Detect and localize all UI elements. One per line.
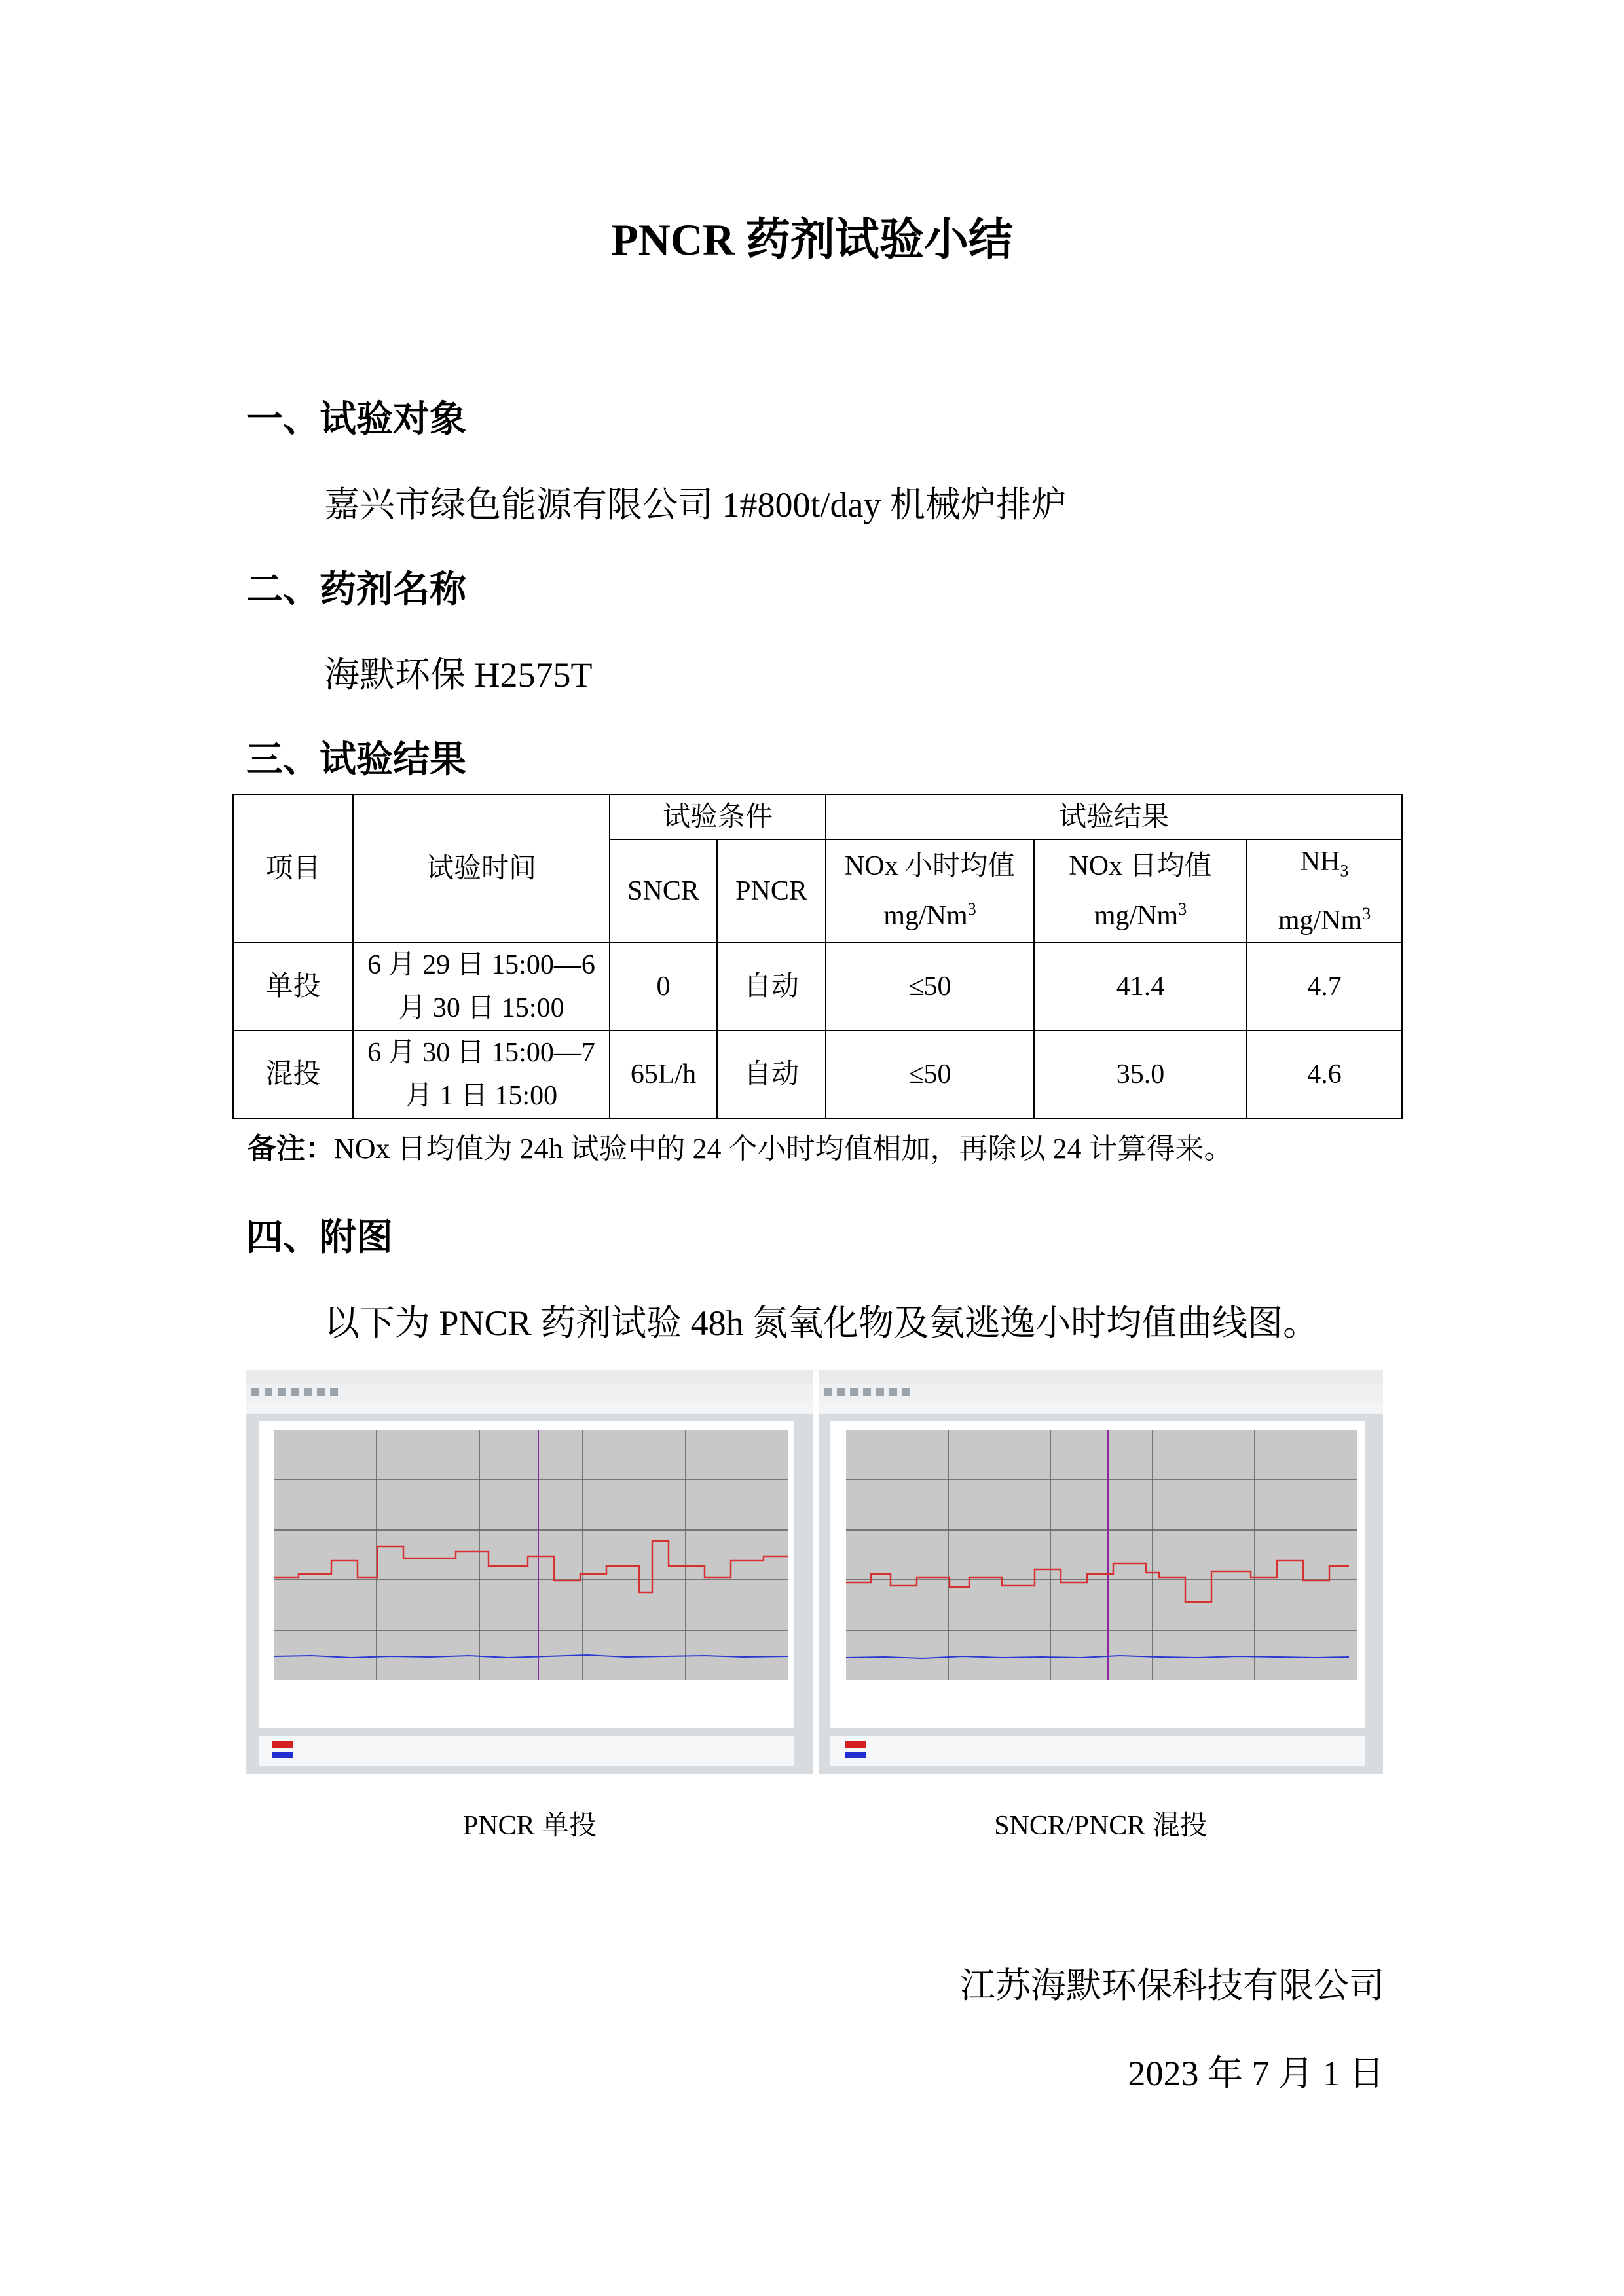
section-heading-figures: 四、附图 (246, 1218, 393, 1258)
row-nh3: 4.6 (1247, 1030, 1402, 1118)
row-sncr: 0 (610, 943, 717, 1030)
unit-sup: 3 (1178, 900, 1187, 919)
test-object-text: 嘉兴市绿色能源有限公司 1#800t/day 机械炉排炉 (324, 485, 1067, 524)
note-text: NOx 日均值为 24h 试验中的 24 个小时均值相加，再除以 24 计算得来。 (334, 1133, 1233, 1165)
header-nox-day-unit (1037, 888, 1244, 938)
unit-sup: 3 (967, 900, 976, 919)
table-note (248, 1125, 1233, 1167)
section-heading-results: 三、试验结果 (246, 740, 466, 780)
row-pncr: 自动 (717, 1030, 826, 1118)
row-nox-day: 41.4 (1034, 943, 1247, 1030)
row-time-line1: 6 月 29 日 15:00—6 (367, 950, 595, 981)
table-row (233, 1030, 1402, 1118)
figures-intro-text: 以下为 PNCR 药剂试验 48h 氮氧化物及氨逃逸小时均值曲线图。 (324, 1303, 1319, 1343)
header-sncr: SNCR (610, 839, 717, 943)
unit-text: mg/Nm (883, 901, 968, 932)
row-nh3: 4.7 (1247, 943, 1402, 1030)
header-item: 项目 (233, 795, 353, 943)
agent-name-text: 海默环保 H2575T (324, 655, 593, 695)
row-item: 混投 (233, 1030, 353, 1118)
unit-sup: 3 (1362, 904, 1371, 924)
row-pncr: 自动 (717, 943, 826, 1030)
trend-photo-single (246, 1370, 813, 1774)
results-table (232, 794, 1403, 1119)
header-nox-hour (826, 839, 1034, 943)
unit-text: mg/Nm (1278, 905, 1363, 936)
signature-date: 2023 年 7 月 1 日 (1128, 2054, 1384, 2093)
nh3-sub: 3 (1340, 861, 1349, 881)
row-item: 单投 (233, 943, 353, 1030)
header-nh3-unit (1250, 892, 1399, 942)
row-time-line2: 月 1 日 15:00 (405, 1081, 558, 1112)
header-nox-hour-label: NOx 小时均值 (844, 851, 1016, 882)
header-pncr: PNCR (717, 839, 826, 943)
unit-text: mg/Nm (1094, 901, 1179, 932)
row-nox-hour: ≤50 (826, 1030, 1034, 1118)
row-nox-day: 35.0 (1034, 1030, 1247, 1118)
page-title: PNCR 药剂试验小结 (611, 215, 1013, 264)
section-heading-agent-name: 二、药剂名称 (246, 570, 466, 610)
note-label: 备注： (248, 1133, 334, 1165)
signature-company: 江苏海默环保科技有限公司 (960, 1966, 1384, 2005)
header-nox-day (1034, 839, 1247, 943)
header-time: 试验时间 (353, 795, 610, 943)
header-conditions: 试验条件 (610, 795, 826, 839)
figure-caption-mixed: SNCR/PNCR 混投 (994, 1811, 1208, 1841)
header-nh3-label (1250, 840, 1399, 892)
header-results: 试验结果 (826, 795, 1402, 839)
header-nox-hour-unit (829, 888, 1031, 938)
nh3-text: NH (1300, 847, 1340, 877)
row-time (353, 1030, 610, 1118)
row-sncr: 65L/h (610, 1030, 717, 1118)
section-heading-test-object: 一、试验对象 (246, 399, 466, 440)
row-nox-hour: ≤50 (826, 943, 1034, 1030)
table-row (233, 943, 1402, 1030)
row-time-line1: 6 月 30 日 15:00—7 (367, 1038, 595, 1068)
row-time (353, 943, 610, 1030)
figure-caption-single: PNCR 单投 (462, 1811, 597, 1841)
header-nox-day-label: NOx 日均值 (1069, 851, 1212, 882)
trend-photo-mixed (819, 1370, 1383, 1774)
header-nh3 (1247, 839, 1402, 943)
row-time-line2: 月 30 日 15:00 (398, 993, 564, 1024)
